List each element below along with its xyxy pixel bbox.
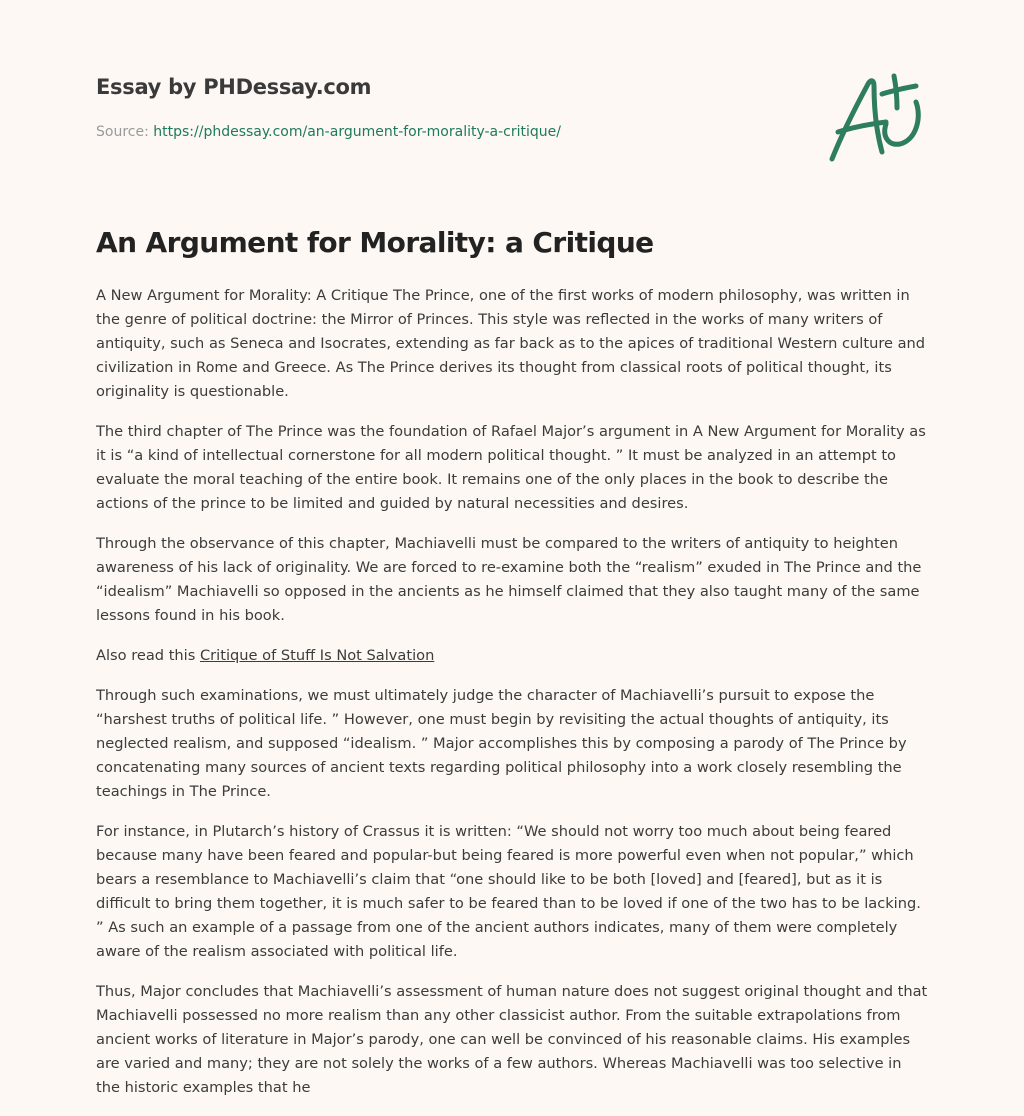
- article-title: An Argument for Morality: a Critique: [96, 226, 654, 259]
- paragraph: Through such examinations, we must ultimately judge the character of Machiavelli’s pursuit to expose the “harshest truths of political life. ” However, one must begin by revisiting the actual thoughts of antiquity, its neglected realism, and supposed “idealism. ” Major accomplishes this by composing a parody of The Prince by concatenating many sources of ancient texts regarding political philosophy into a work closely resembling the teachings in The Prince.: [96, 687, 907, 800]
- also-read-line: [96, 644, 928, 668]
- source-link[interactable]: https://phdessay.com/an-argument-for-morality-a-critique/: [153, 124, 561, 140]
- article-body: [96, 284, 928, 1116]
- paragraph: A New Argument for Morality: A Critique The Prince, one of the first works of modern philosophy, was written in the genre of political doctrine: the Mirror of Princes. This style was reflected in the works of many writers of antiquity, such as Seneca and Isocrates, extending as far back as to the apices of traditional Western culture and civilization in Rome and Greece. As The Prince derives its thought from classical roots of political thought, its originality is questionable.: [96, 287, 926, 400]
- paragraph: The third chapter of The Prince was the foundation of Rafael Major’s argument in A New Argument for Morality as it is “a kind of intellectual cornerstone for all modern political thought. ” It must be analyzed in an attempt to evaluate the moral teaching of the entire book. It remains one of the only places in the book to describe the actions of the prince to be limited and guided by natural necessities and desires.: [96, 423, 926, 512]
- paragraph: Thus, Major concludes that Machiavelli’s assessment of human nature does not suggest original thought and that Machiavelli possessed no more realism than any other classicist author. From the suitable extrapolations from ancient works of literature in Major’s parody, one can well be convinced of his reasonable claims. His examples are varied and many; they are not solely the works of a few authors. Whereas Machiavelli was too selective in the historic examples that he: [96, 983, 928, 1096]
- paragraph: Through the observance of this chapter, Machiavelli must be compared to the writers of antiquity to heighten awareness of his lack of originality. We are forced to re-examine both the “realism” exuded in The Prince and the “idealism” Machiavelli so opposed in the ancients as he himself claimed that they also taught many of the same lessons found in his book.: [96, 535, 922, 624]
- a-plus-logo-icon: [824, 72, 928, 166]
- source-line: [96, 124, 561, 140]
- also-read-prefix: Also read this: [96, 647, 200, 664]
- site-brand: Essay by PHDessay.com: [96, 75, 372, 99]
- page-header: [96, 72, 928, 182]
- paragraph: For instance, in Plutarch’s history of Crassus it is written: “We should not worry too much about being feared because many have been feared and popular-but being feared is more powerful even when not popular,” which bears a resemblance to Machiavelli’s claim that “one should like to be both [loved] and [feared], but as it is difficult to bring them together, it is much safer to be feared than to be loved if one of the two has to be lacking. ” As such an example of a passage from one of the ancient authors indicates, many of them were completely aware of the realism associated with political life.: [96, 823, 921, 960]
- source-label: Source:: [96, 124, 154, 140]
- also-read-link[interactable]: Critique of Stuff Is Not Salvation: [199, 647, 435, 664]
